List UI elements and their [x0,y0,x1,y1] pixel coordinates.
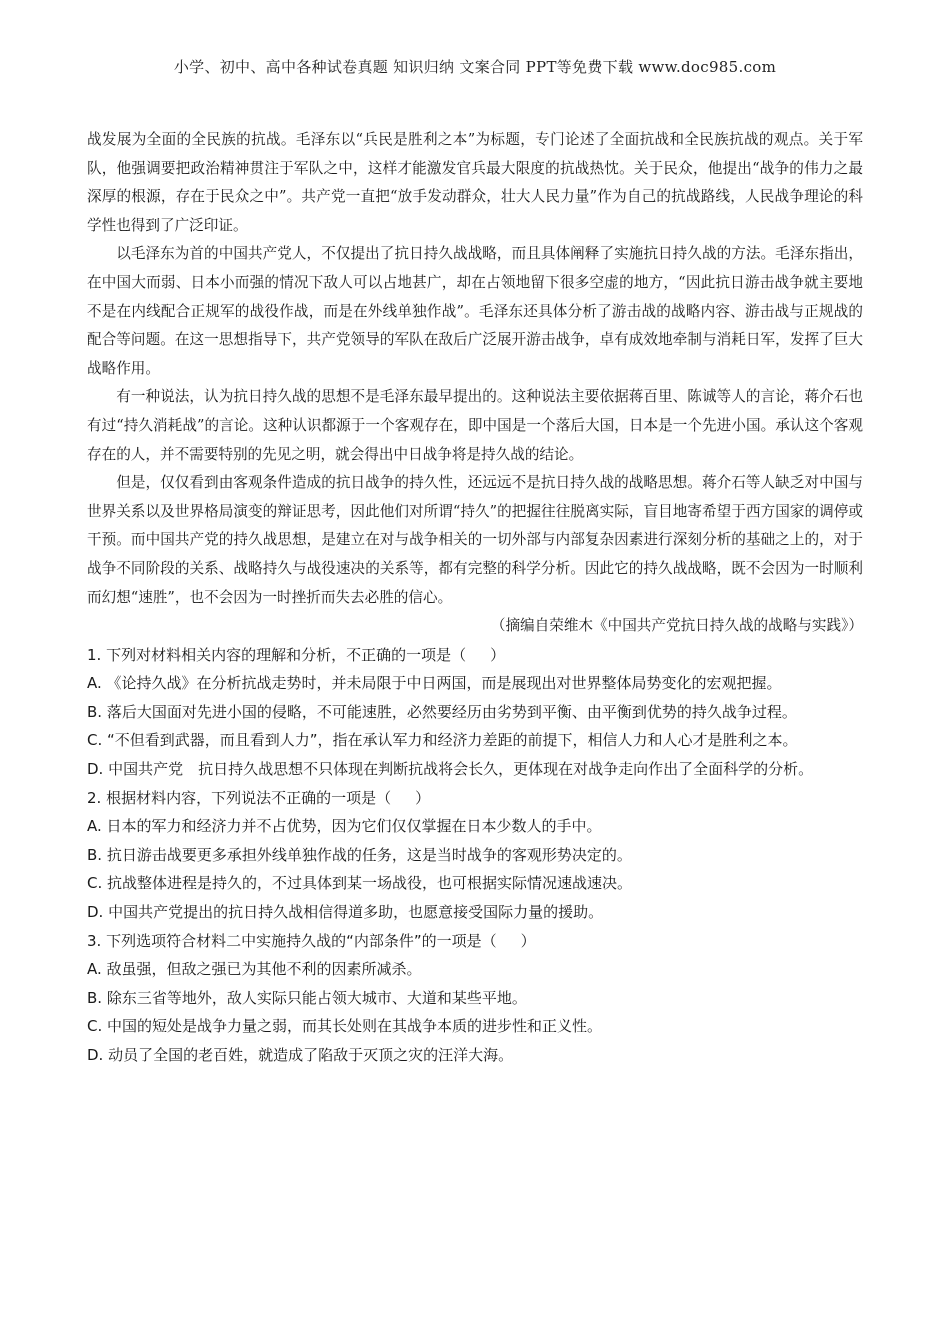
question-stem-end: ） [415,788,431,807]
document-body [87,126,863,1070]
option-c: C. “不但看到武器，而且看到人力”，指在承认军力和经济力差距的前提下，相信人力和人心才是胜利之本。 [87,731,798,750]
question-1 [87,641,863,784]
passage-paragraph-4: 但是，仅仅看到由客观条件造成的抗日战争的持久性，还远远不是抗日持久战的战略思想。蒋介石等人缺乏对中国与世界关系以及世界格局演变的辩证思考，因此他们对所谓“持久”的把握往往脱离实际，盲目地寄希望于西方国家的调停或干预。而中国共产党的持久战思想，是建立在对与战争相关的一切外部与内部复杂因素进行深刻分析的基础之上的，对于战争不同阶段的关系、战略持久与战役速决的关系等，都有完整的科学分析。因此它的持久战战略，既不会因为一时顺利而幻想“速胜”，也不会因为一时挫折而失去必胜的信心。 [87,474,863,606]
option-d: D. 中国共产党 抗日持久战思想不只体现在判断抗战将会长久，更体现在对战争走向作出了全面科学的分析。 [87,760,814,779]
question-stem-text: 3. 下列选项符合材料二中实施持久战的“内部条件”的一项是（ [87,931,497,950]
passage-paragraph-2: 以毛泽东为首的中国共产党人，不仅提出了抗日持久战战略，而且具体阐释了实施抗日持久战的方法。毛泽东指出，在中国大而弱、日本小而强的情况下敌人可以占地甚广，却在占领地留下很多空虚的地方，“因此抗日游击战争就主要地不是在内线配合正规军的战役作战，而是在外线单独作战”。毛泽东还具体分析了游击战的战略内容、游击战与正规战的配合等问题。在这一思想指导下，共产党领导的军队在敌后广泛展开游击战争，卓有成效地牵制与消耗日军，发挥了巨大战略作用。 [87,245,863,377]
passage-paragraph-3: 有一种说法，认为抗日持久战的思想不是毛泽东最早提出的。这种说法主要依据蒋百里、陈诚等人的言论，蒋介石也有过“持久消耗战”的言论。这种认识都源于一个客观存在，即中国是一个落后大国，日本是一个先进小国。承认这个客观存在的人，并不需要特别的先见之明，就会得出中日战争将是持久战的结论。 [87,388,863,463]
question-stem-end: ） [520,931,536,950]
question-2 [87,784,863,927]
question-stem-end: ） [490,645,506,664]
option-d: D. 动员了全国的老百姓，就造成了陷敌于灭顶之灾的汪洋大海。 [87,1046,514,1064]
page-header: 小学、初中、高中各种试卷真题 知识归纳 文案合同 PPT等免费下载 www.doc985.com [173,58,777,76]
option-b: B. 落后大国面对先进小国的侵略，不可能速胜，必然要经历由劣势到平衡、由平衡到优势的持久战争过程。 [87,702,797,721]
option-b: B. 抗日游击战要更多承担外线单独作战的任务，这是当时战争的客观形势决定的。 [87,845,632,864]
option-d: D. 中国共产党提出的抗日持久战相信得道多助，也愿意接受国际力量的援助。 [87,903,604,922]
question-stem-text: 1. 下列对材料相关内容的理解和分析，不正确的一项是（ [87,645,467,664]
passage-paragraph-1: 战发展为全面的全民族的抗战。毛泽东以“兵民是胜利之本”为标题，专门论述了全面抗战和全民族抗战的观点。关于军队，他强调要把政治精神贯注于军队之中，这样才能激发官兵最大限度的抗战热忱。关于民众，他提出“战争的伟力之最深厚的根源，存在于民众之中”。共产党一直把“放手发动群众，壮大人民力量”作为自己的抗战路线，人民战争理论的科学性也得到了广泛印证。 [87,131,863,234]
question-stem [87,784,863,813]
option-c: C. 抗战整体进程是持久的，不过具体到某一场战役，也可根据实际情况速战速决。 [87,874,633,893]
passage-source: （摘编自荣维木《中国共产党抗日持久战的战略与实践》） [490,617,863,635]
option-c: C. 中国的短处是战争力量之弱，而其长处则在其战争本质的进步性和正义性。 [87,1017,603,1036]
option-a: A. 《论持久战》在分析抗战走势时，并未局限于中日两国，而是展现出对世界整体局势变化的宏观把握。 [87,674,782,693]
option-a: A. 日本的军力和经济力并不占优势，因为它们仅仅掌握在日本少数人的手中。 [87,817,602,836]
question-stem [87,927,863,956]
question-3 [87,927,863,1070]
question-stem [87,641,863,670]
option-a: A. 敌虽强，但敌之强已为其他不利的因素所减杀。 [87,960,422,979]
question-stem-text: 2. 根据材料内容，下列说法不正确的一项是（ [87,788,392,807]
option-b: B. 除东三省等地外，敌人实际只能占领大城市、大道和某些平地。 [87,988,527,1007]
